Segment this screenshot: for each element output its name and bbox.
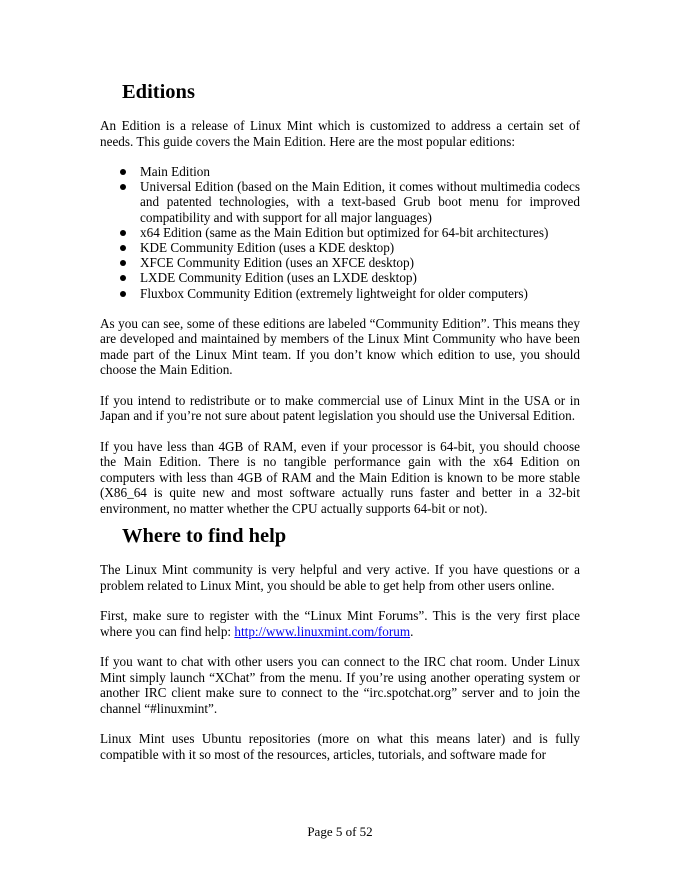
bullet-icon xyxy=(120,291,126,297)
forums-text-end: . xyxy=(410,623,414,639)
list-item-text: x64 Edition (same as the Main Edition but optimized for 64-bit architectures) xyxy=(140,224,549,240)
bullet-icon xyxy=(120,275,126,281)
paragraph-forums xyxy=(100,608,580,639)
list-item-text: Main Edition xyxy=(140,164,210,179)
section-heading-help: Where to find help xyxy=(122,525,287,548)
section-heading-editions: Editions xyxy=(122,81,195,103)
bullet-icon xyxy=(120,184,126,190)
list-item-text: Universal Edition (based on the Main Edition, it comes without multimedia codecs and patented technologies, with a text-based Grub boot menu for improved compatibility and with support for all major languages) xyxy=(140,179,580,225)
page-number: Page 5 of 52 xyxy=(307,824,373,839)
bullet-icon xyxy=(120,245,126,251)
paragraph-universal-edition: If you intend to redistribute or to make commercial use of Linux Mint in the USA or in Japan and if you’re not sure about patent legislation you should use the Universal Edition. xyxy=(100,392,580,424)
paragraph-irc: If you want to chat with other users you can connect to the IRC chat room. Under Linux Mint simply launch “XChat” from the menu. If you’re using another operating system or another IRC client make sure to connect to the “irc.spotchat.org” server and to join the channel “#linuxmint”. xyxy=(100,654,580,716)
list-item-text: Fluxbox Community Edition (extremely lightweight for older computers) xyxy=(140,285,528,301)
bullet-icon xyxy=(120,260,126,266)
list-item xyxy=(100,164,580,179)
list-item xyxy=(100,240,580,255)
paragraph-help-community: The Linux Mint community is very helpful and very active. If you have questions or a problem related to Linux Mint, you should be able to get help from other users online. xyxy=(100,562,580,593)
paragraph-editions-intro: An Edition is a release of Linux Mint which is customized to address a certain set of needs. This guide covers the Main Edition. Here are the most popular editions: xyxy=(100,118,580,149)
page-footer xyxy=(0,824,680,840)
list-item xyxy=(100,286,580,301)
paragraph-community-editions: As you can see, some of these editions are labeled “Community Edition”. This means they are developed and maintained by members of the Linux Mint Community who have been made part of the Linux Mint team. If you don’t know which edition to use, you should choose the Main Edition. xyxy=(100,315,580,378)
paragraph-ubuntu: Linux Mint uses Ubuntu repositories (more on what this means later) and is fully compatible with it so most of the resources, articles, tutorials, and software made for xyxy=(100,731,580,762)
list-item-text: LXDE Community Edition (uses an LXDE desktop) xyxy=(140,270,417,286)
forums-text: First, make sure to register with the “Linux Mint Forums”. This is the very first place where you can find help: xyxy=(100,608,580,639)
list-item-text: KDE Community Edition (uses a KDE desktop) xyxy=(140,240,395,256)
forum-link[interactable]: http://www.linuxmint.com/forum xyxy=(234,623,411,639)
list-item xyxy=(100,179,580,225)
page-content xyxy=(100,78,580,762)
editions-list xyxy=(100,164,580,301)
paragraph-ram-advice: If you have less than 4GB of RAM, even if your processor is 64-bit, you should choose the Main Edition. There is no tangible performance gain with the x64 Edition on computers with less than 4GB of RAM and the Main Edition is known to be more stable (X86_64 is quite new and most software actually runs faster and better in a 32-bit environment, no matter whether the CPU actually supports 64-bit or not). xyxy=(100,438,580,516)
list-item xyxy=(100,225,580,240)
bullet-icon xyxy=(120,169,126,175)
list-item-text: XFCE Community Edition (uses an XFCE desktop) xyxy=(140,255,415,271)
list-item xyxy=(100,270,580,285)
list-item xyxy=(100,255,580,270)
bullet-icon xyxy=(120,230,126,236)
